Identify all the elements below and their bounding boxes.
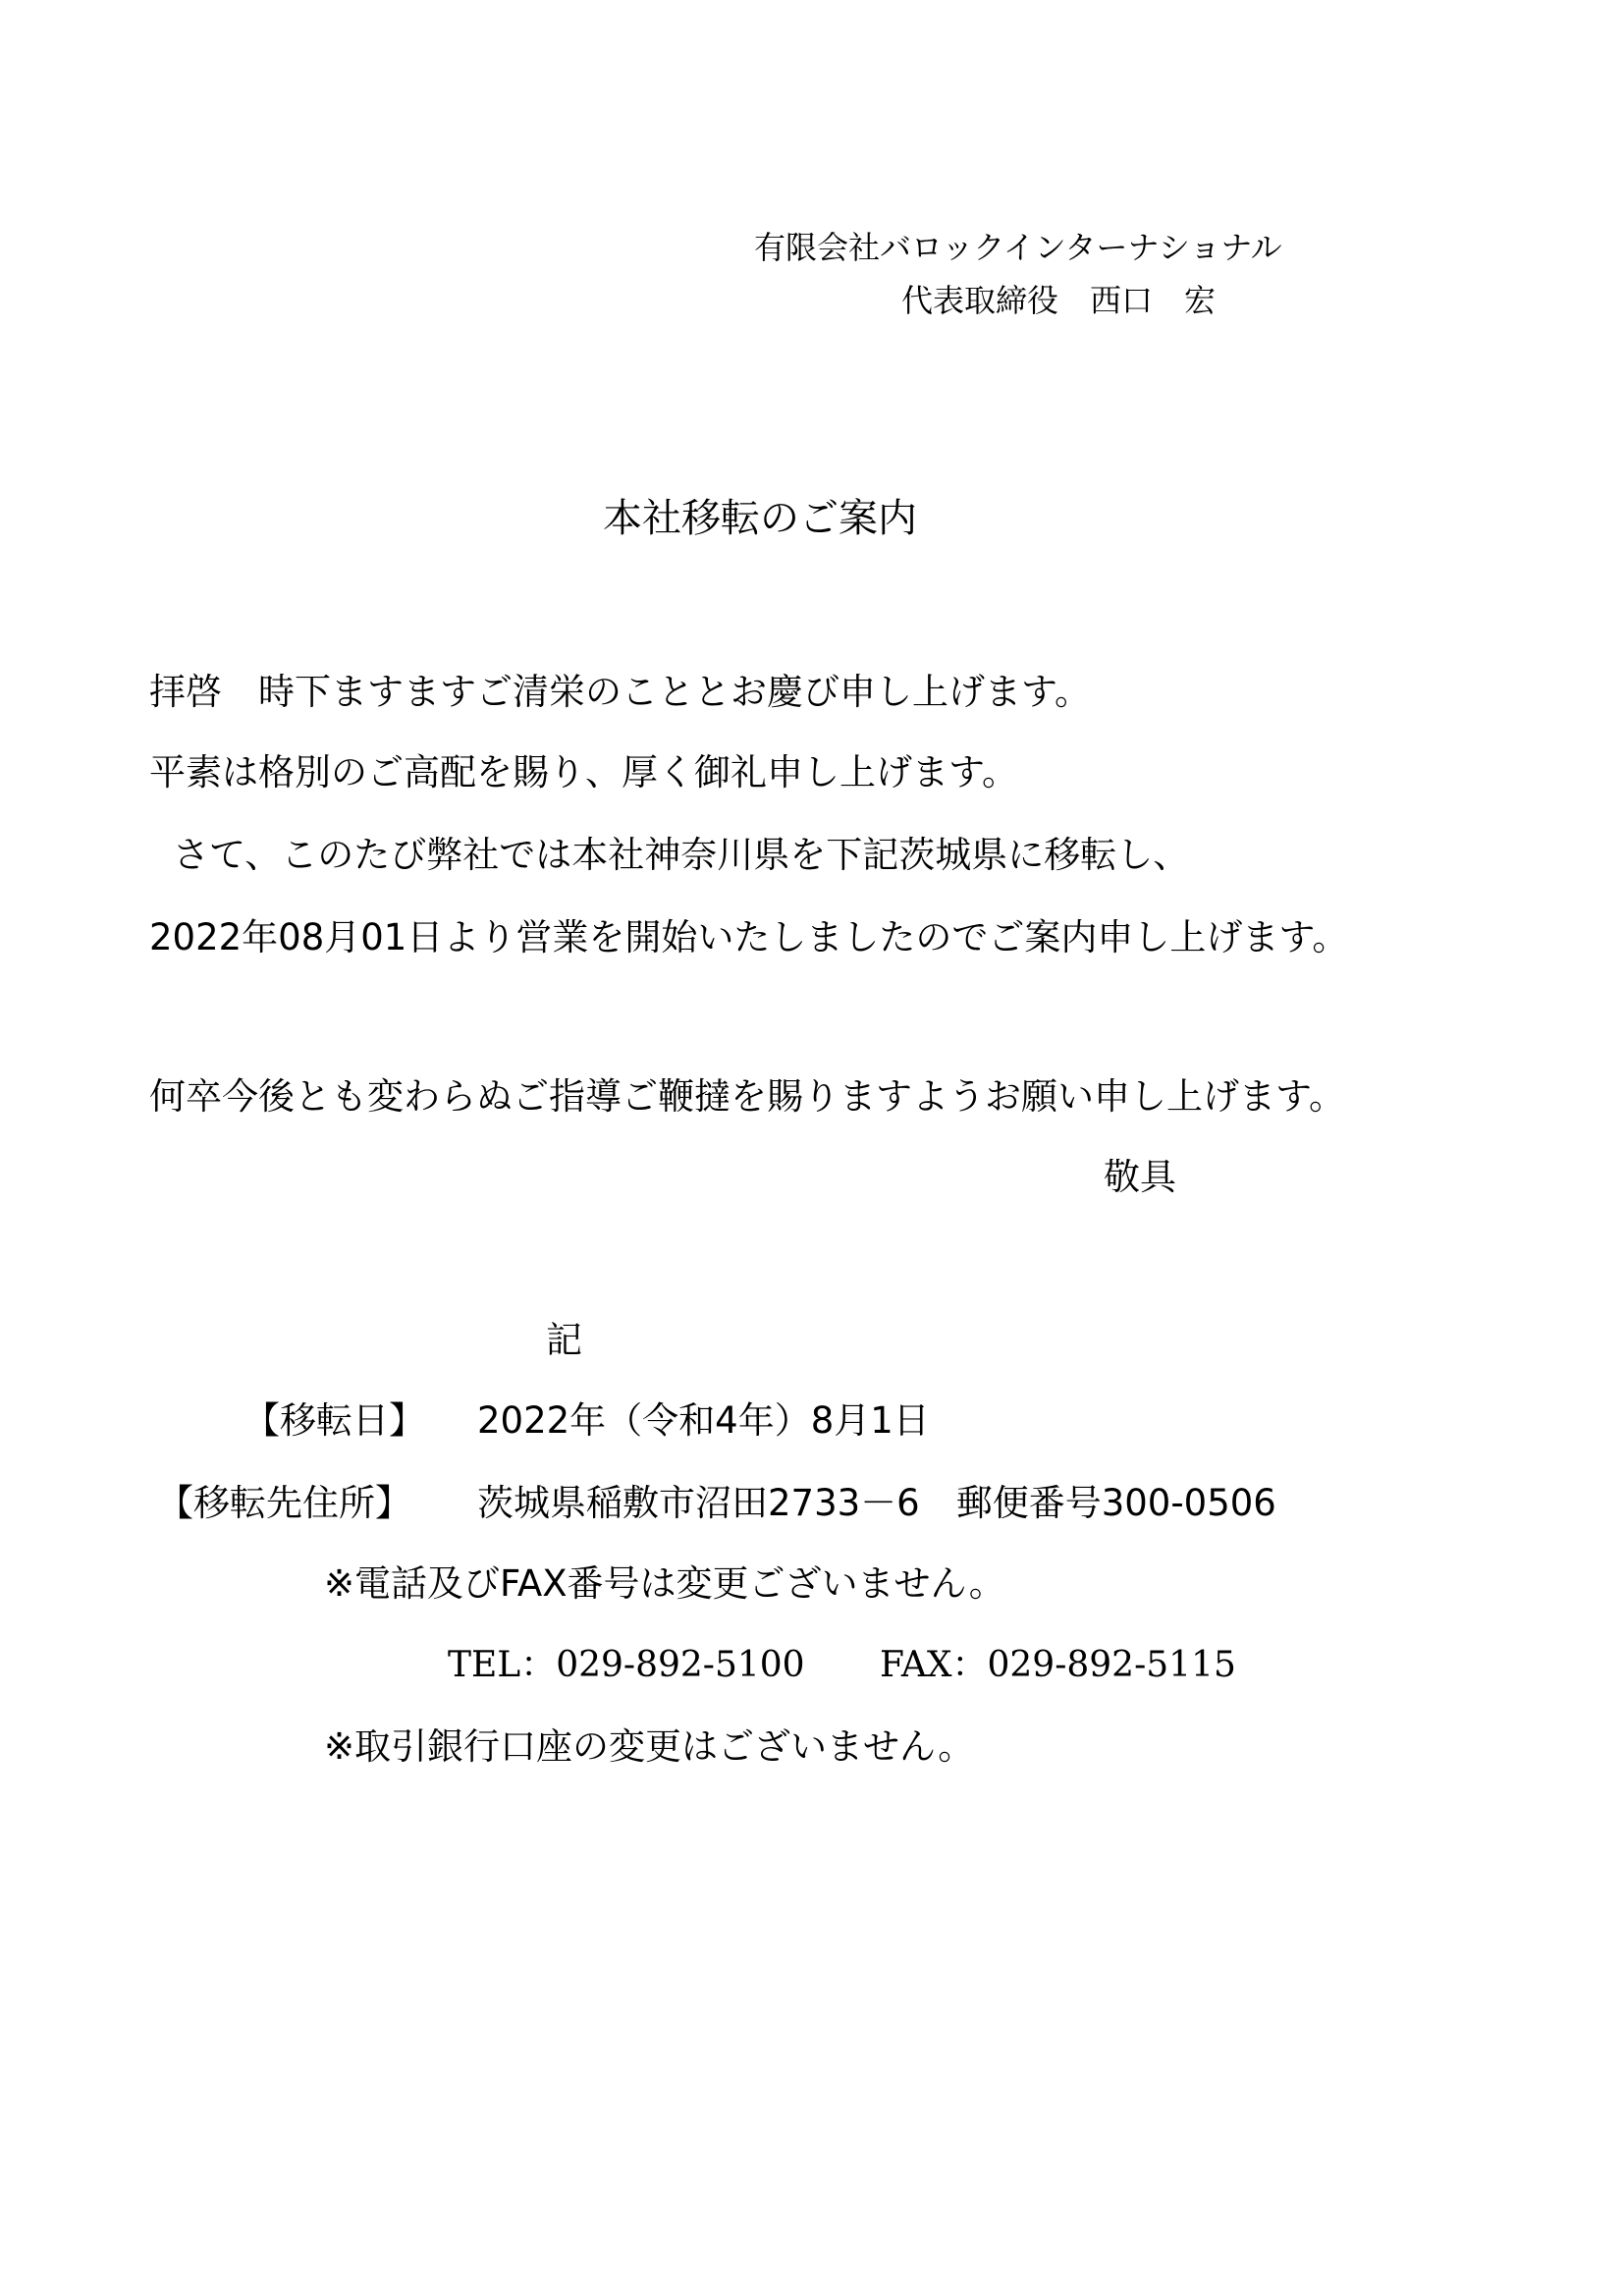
sender-company: 有限会社バロックインターナショナル	[754, 229, 1282, 266]
announcement-line-1: さて、このたび弊社では本社神奈川県を下記茨城県に移転し、	[173, 834, 1190, 876]
move-date-value: 2022年（令和4年）8月1日	[477, 1399, 930, 1442]
closing-word: 敬具	[1104, 1156, 1176, 1198]
address-label: 【移転先住所】	[157, 1482, 411, 1524]
fax-number: FAX：029-892-5115	[880, 1645, 1236, 1685]
notes-heading: 記	[546, 1319, 582, 1361]
bank-note: ※取引銀行口座の変更はございません。	[324, 1725, 975, 1768]
greeting-line: 拝啓 時下ますますご清栄のこととお慶び申し上げます。	[149, 671, 1092, 713]
address-value: 茨城県稲敷市沼田2733－6 郵便番号300-0506	[477, 1482, 1276, 1524]
request-line: 何卒今後とも変わらぬご指導ご鞭撻を賜りますようお願い申し上げます。	[149, 1075, 1346, 1118]
sender-representative: 代表取締役 西口 宏	[901, 282, 1217, 319]
move-date-label: 【移転日】	[244, 1399, 425, 1442]
thanks-line: 平素は格別のご高配を賜り、厚く御礼申し上げます。	[149, 751, 1019, 793]
announcement-line-2: 2022年08月01日より営業を開始いたしましたのでご案内申し上げます。	[149, 916, 1349, 958]
tel-number: TEL：029-892-5100	[448, 1645, 805, 1685]
document-title: 本社移転のご案内	[603, 496, 917, 541]
phone-note: ※電話及びFAX番号は変更ございません。	[324, 1562, 1005, 1605]
